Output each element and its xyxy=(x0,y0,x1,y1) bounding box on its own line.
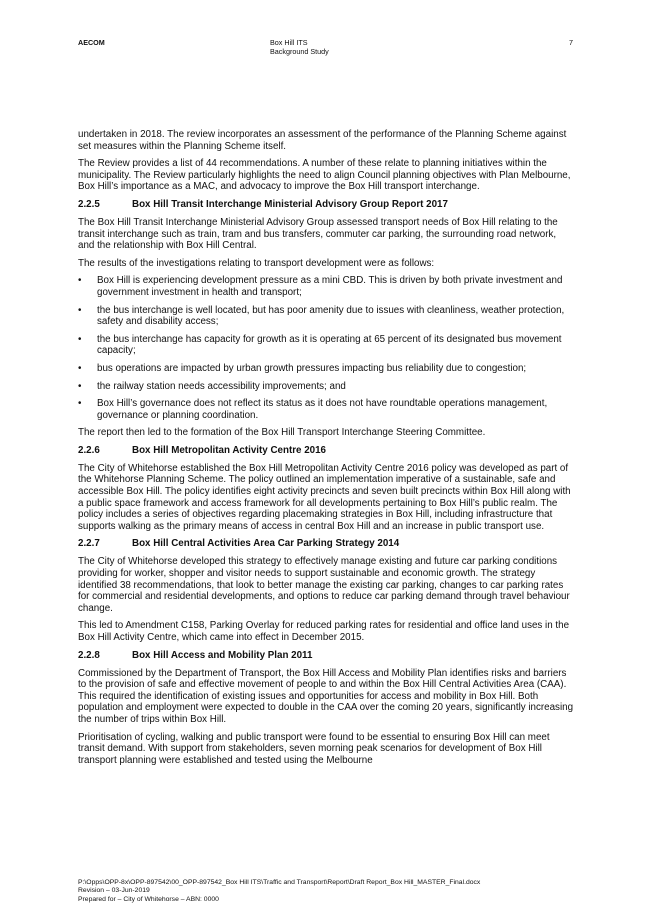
section-title: Box Hill Metropolitan Activity Centre 2016 xyxy=(132,444,326,456)
bullet-icon: • xyxy=(78,398,82,410)
list-item: • bus operations are impacted by urban growth pressures impacting bus reliability due to congestion; xyxy=(78,362,527,374)
section-title: Box Hill Transit Interchange Ministerial Advisory Group Report 2017 xyxy=(132,198,448,210)
footer-file-path: P:\Opps\OPP-8x\OPP-897542\00_OPP-897542_Box Hill ITS\Traffic and Transport\Report\Draft Report_Box Hill_MASTER_Final.docx xyxy=(78,879,481,886)
footer-revision: Revision – 03-Jun-2019 xyxy=(78,887,150,895)
header-project-subtitle: Background Study xyxy=(270,47,329,56)
section-heading-2-2-5 xyxy=(78,199,575,211)
paragraph: The City of Whitehorse developed this strategy to effectively manage existing and future car parking conditions providing for worker, shopper and visitor needs to support sustainable and economic growth. The strategy identified 38 recommendations, that look to better manage the existing car parking, changes to car parking rates for commercial and residential developments, and options to reduce car parking demand through travel behaviour change. xyxy=(78,556,570,614)
list-item: • the bus interchange has capacity for growth as it is operating at 65 percent of its designated bus movement capacity; xyxy=(78,333,562,357)
page-number: 7 xyxy=(569,38,573,47)
section-number: 2.2.7 xyxy=(78,538,100,550)
section-heading-2-2-7 xyxy=(78,538,575,550)
header-company: AECOM xyxy=(78,38,105,47)
header-project xyxy=(270,38,329,56)
document-body xyxy=(78,129,575,772)
section-number: 2.2.5 xyxy=(78,198,100,210)
list-item: • the bus interchange is well located, but has poor amenity due to issues with cleanliness, weather protection, safety and disability access; xyxy=(78,304,565,328)
bullet-icon: • xyxy=(78,362,82,374)
paragraph: The Box Hill Transit Interchange Ministerial Advisory Group assessed transport needs of Box Hill relating to the transit interchange such as train, tram and bus transfers, commuter car parking, the surrounding road network, and the relationship with Box Hill Central. xyxy=(78,216,558,252)
list-item: • Box Hill’s governance does not reflect its status as it does not have roundtable operations management, governance or planning coordination. xyxy=(78,398,548,421)
list-item: • Box Hill is experiencing development pressure as a mini CBD. This is driven by both private investment and government investment in health and transport; xyxy=(78,275,563,298)
paragraph: The Review provides a list of 44 recommendations. A number of these relate to planning initiatives within the municipality. The Review particularly highlights the need to align Council planning objectives with Plan Melbourne, Box Hill’s importance as a MAC, and advocacy to improve the Box Hill transport interchange. xyxy=(78,158,571,193)
footer-prepared-for: Prepared for – City of Whitehorse – ABN: 0000 xyxy=(78,895,219,903)
header-project-title: Box Hill ITS xyxy=(270,38,308,47)
section-heading-2-2-6 xyxy=(78,445,575,457)
section-title: Box Hill Central Activities Area Car Parking Strategy 2014 xyxy=(132,538,400,550)
paragraph: Prioritisation of cycling, walking and public transport were found to be essential to ensuring Box Hill can meet transit demand. With support from stakeholders, seven morning peak scenarios for development of Box Hill transport planning were established and tested using the Melbourne xyxy=(78,731,550,766)
bullet-icon: • xyxy=(78,275,82,287)
section-number: 2.2.8 xyxy=(78,649,100,661)
page-footer xyxy=(78,879,480,904)
section-heading-2-2-8 xyxy=(78,650,575,662)
paragraph: This led to Amendment C158, Parking Overlay for reduced parking rates for residential and office land uses in the Box Hill Activity Centre, which came into effect in December 2015. xyxy=(78,620,570,643)
paragraph: undertaken in 2018. The review incorporates an assessment of the performance of the Planning Scheme against set measures within the Planning Scheme itself. xyxy=(78,129,567,152)
bullet-icon: • xyxy=(78,380,82,392)
paragraph: The results of the investigations relating to transport development were as follows: xyxy=(78,257,435,269)
paragraph: Commissioned by the Department of Transport, the Box Hill Access and Mobility Plan identifies risks and barriers to the provision of safe and effective movement of people to and within the Box Hill Central Activities Area (CAA). This required the identification of existing issues and opportunities for access and mobility in Box Hill. Both population and employment were expected to double in the CAA over the coming 20 years, significantly increasing the number of trips within Box Hill. xyxy=(78,667,574,725)
paragraph: The City of Whitehorse established the Box Hill Metropolitan Activity Centre 2016 policy was developed as part of the Whitehorse Planning Scheme. The policy outlined an implementation imperative of a sustainable, safe and accessible Box Hill. The policy identifies eight activity precincts and seven built precincts within Box Hill along with a public space framework and access framework for all developments pertaining to Box Hill’s public realm. The policy includes a series of objectives regarding placemaking strategies in Box Hill, including infrastructure that supports walking as the primary means of access in central Box Hill and an increase in public transport use. xyxy=(78,462,571,532)
bullet-list xyxy=(78,275,575,421)
list-item: • the railway station needs accessibility improvements; and xyxy=(78,380,346,392)
paragraph: The report then led to the formation of the Box Hill Transport Interchange Steering Committee. xyxy=(78,427,486,439)
bullet-icon: • xyxy=(78,304,82,316)
bullet-icon: • xyxy=(78,333,82,345)
section-title: Box Hill Access and Mobility Plan 2011 xyxy=(132,649,313,661)
section-number: 2.2.6 xyxy=(78,444,100,456)
